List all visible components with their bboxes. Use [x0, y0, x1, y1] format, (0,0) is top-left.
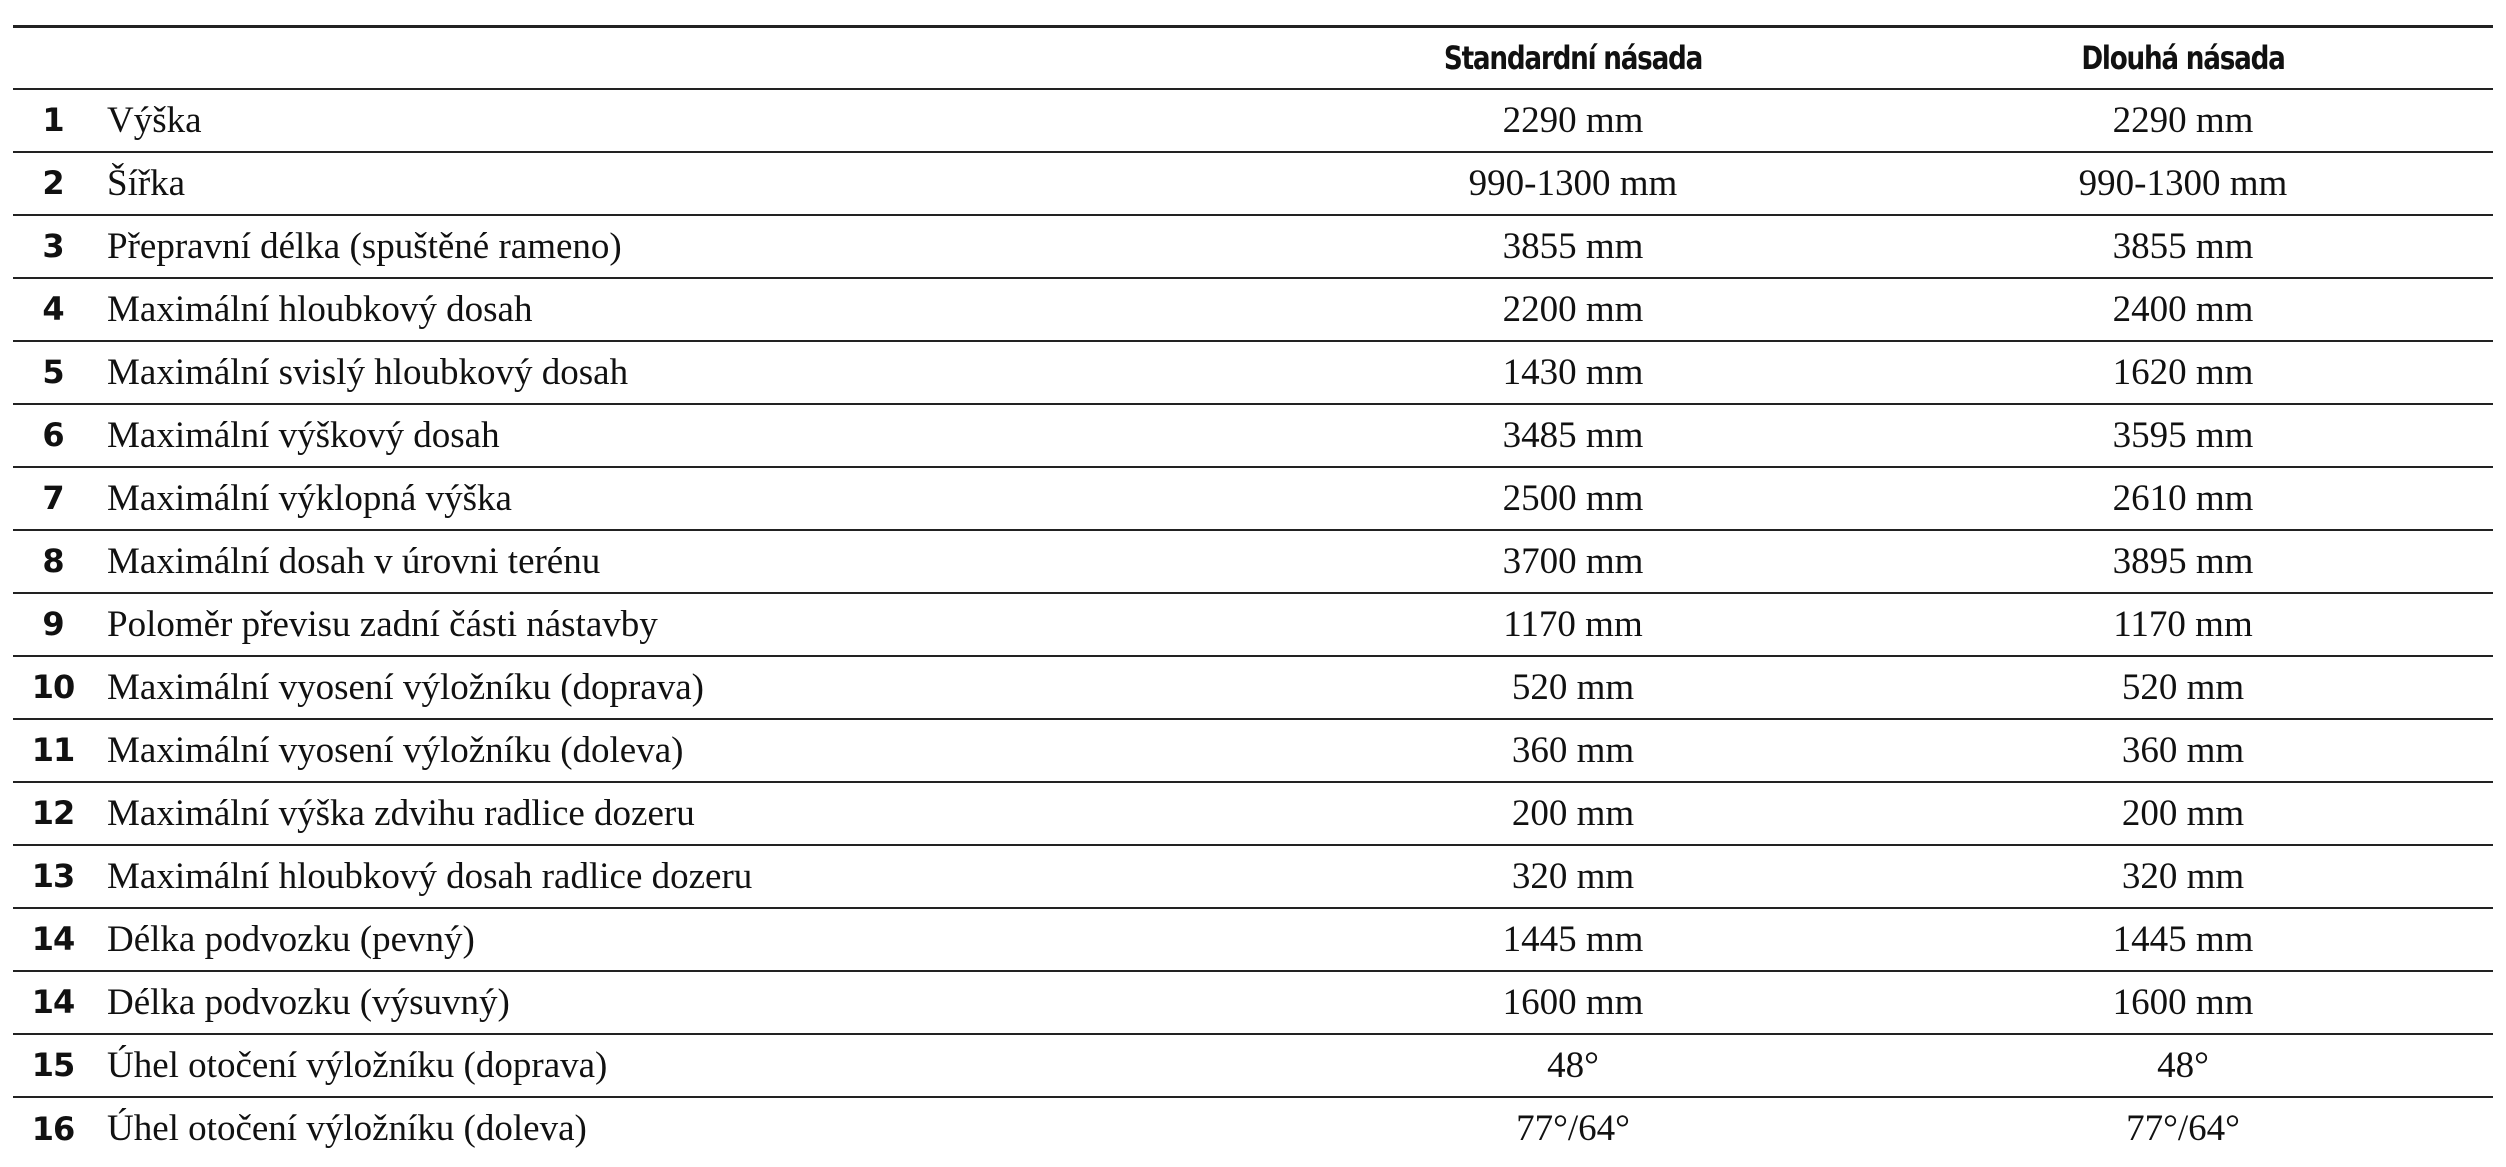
standard-value: 2290 mm — [1502, 99, 1644, 141]
row-number: 10 — [31, 668, 75, 706]
row-label: Úhel otočení výložníku (doleva) — [107, 1108, 587, 1149]
standard-value: 320 mm — [1511, 855, 1635, 897]
row-label: Maximální dosah v úrovni terénu — [107, 540, 601, 582]
table-row — [13, 656, 2493, 719]
header-number-blank — [20, 27, 86, 89]
row-label: Maximální vyosení výložníku (doleva) — [107, 729, 684, 771]
standard-value: 2500 mm — [1502, 477, 1644, 519]
row-label: Maximální hloubkový dosah radlice dozeru — [107, 855, 753, 897]
row-label: Přepravní délka (spuštěné rameno) — [107, 225, 622, 267]
row-label: Maximální výklopná výška — [107, 477, 512, 519]
row-label: Výška — [107, 99, 202, 141]
table-header — [13, 27, 2493, 89]
standard-value: 990-1300 mm — [1468, 162, 1678, 204]
standard-value: 3700 mm — [1502, 540, 1644, 582]
long-value: 360 mm — [2121, 729, 2245, 771]
standard-value: 3485 mm — [1502, 414, 1644, 456]
long-value: 320 mm — [2121, 855, 2245, 897]
table-row — [13, 215, 2493, 278]
row-label: Délka podvozku (pevný) — [107, 918, 475, 960]
long-value: 1445 mm — [2112, 918, 2254, 960]
row-number: 13 — [31, 857, 75, 895]
row-number: 8 — [42, 542, 64, 580]
table-row — [13, 593, 2493, 656]
standard-value: 48° — [1547, 1044, 1599, 1086]
row-label: Maximální vyosení výložníku (doprava) — [107, 666, 705, 708]
table-row — [13, 971, 2493, 1034]
row-number: 14 — [31, 983, 75, 1021]
row-label: Poloměr převisu zadní části nástavby — [107, 603, 658, 645]
table-row — [13, 845, 2493, 908]
row-number: 1 — [42, 101, 64, 139]
long-value: 990-1300 mm — [2078, 162, 2288, 204]
table-row — [13, 404, 2493, 467]
long-value: 2610 mm — [2112, 477, 2254, 519]
row-number: 11 — [31, 731, 75, 769]
table-row — [13, 1097, 2493, 1160]
header-standard-arm: Standardní násada — [1443, 38, 1703, 77]
table-row — [13, 782, 2493, 845]
row-number: 7 — [42, 479, 64, 517]
long-value: 200 mm — [2121, 792, 2245, 834]
standard-value: 1430 mm — [1502, 351, 1644, 393]
row-label: Maximální výška zdvihu radlice dozeru — [107, 792, 695, 834]
row-label: Maximální svislý hloubkový dosah — [107, 351, 629, 393]
long-value: 2290 mm — [2112, 99, 2254, 141]
table-row — [13, 467, 2493, 530]
row-number: 14 — [31, 920, 75, 958]
long-value: 520 mm — [2121, 666, 2245, 708]
row-number: 12 — [31, 794, 75, 832]
header-label-blank — [199, 27, 1167, 89]
row-number: 15 — [31, 1046, 75, 1084]
standard-value: 77°/64° — [1516, 1108, 1630, 1149]
specification-table — [13, 25, 2493, 1160]
row-label: Maximální hloubkový dosah — [107, 288, 533, 330]
table-row — [13, 89, 2493, 152]
long-value: 3855 mm — [2112, 225, 2254, 267]
standard-value: 360 mm — [1511, 729, 1635, 771]
standard-value: 3855 mm — [1502, 225, 1644, 267]
row-label: Maximální výškový dosah — [107, 414, 500, 456]
header-long-arm: Dlouhá násada — [2081, 38, 2285, 77]
long-value: 1170 mm — [2113, 603, 2253, 645]
long-value: 1620 mm — [2112, 351, 2254, 393]
standard-value: 1600 mm — [1502, 981, 1644, 1023]
row-number: 3 — [42, 227, 64, 265]
row-number: 16 — [31, 1109, 75, 1148]
standard-value: 520 mm — [1511, 666, 1635, 708]
table-row — [13, 152, 2493, 215]
long-value: 1600 mm — [2112, 981, 2254, 1023]
long-value: 48° — [2157, 1044, 2209, 1086]
table-body — [13, 89, 2493, 1160]
table-row — [13, 719, 2493, 782]
row-number: 4 — [42, 290, 64, 328]
table-row — [13, 908, 2493, 971]
row-number: 9 — [42, 605, 64, 643]
long-value: 2400 mm — [2112, 288, 2254, 330]
long-value: 3595 mm — [2112, 414, 2254, 456]
row-label: Úhel otočení výložníku (doprava) — [107, 1044, 608, 1086]
table-row — [13, 1034, 2493, 1097]
row-label: Šířka — [107, 162, 186, 204]
standard-value: 2200 mm — [1502, 288, 1644, 330]
long-value: 77°/64° — [2126, 1108, 2240, 1149]
standard-value: 1170 mm — [1503, 603, 1643, 645]
row-number: 5 — [42, 353, 64, 391]
table-row — [13, 530, 2493, 593]
table-row — [13, 341, 2493, 404]
row-label: Délka podvozku (výsuvný) — [107, 981, 510, 1023]
standard-value: 1445 mm — [1502, 918, 1644, 960]
header-row — [13, 27, 2493, 89]
row-number: 2 — [42, 164, 64, 202]
standard-value: 200 mm — [1511, 792, 1635, 834]
table-row — [13, 278, 2493, 341]
row-number: 6 — [42, 416, 64, 454]
long-value: 3895 mm — [2112, 540, 2254, 582]
